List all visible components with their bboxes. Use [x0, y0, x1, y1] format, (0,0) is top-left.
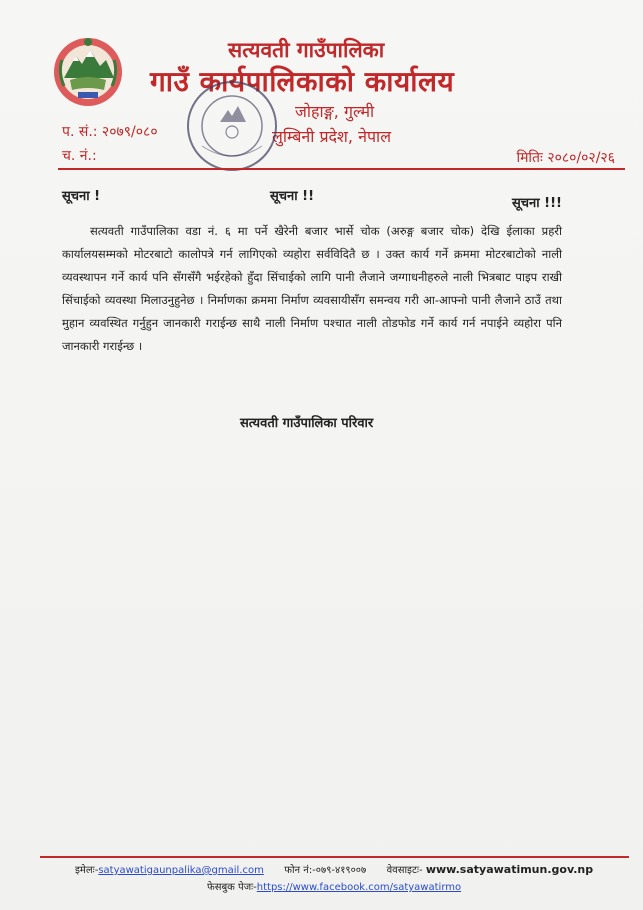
address-line-2: लुम्बिनी प्रदेश, नेपाल	[272, 127, 392, 146]
dispatch-number: च. नं.:	[62, 148, 97, 164]
email-label: इमेलः-	[75, 865, 99, 876]
footer-contact-line	[75, 862, 593, 876]
phone-number: फोन नं:-०७९-४१९००७	[284, 865, 367, 876]
official-stamp	[182, 76, 282, 176]
header-divider	[58, 168, 625, 170]
address-line-1: जोहाङ्ग, गुल्मी	[295, 102, 375, 121]
notice-body: सत्यवती गाउँपालिका वडा नं. ६ मा पर्ने खैरेनी बजार भार्से चोक (अरुङ्ग बजार चोक) देखि ईलाका प्रहरी कार्यालयसम्मको मोटरबाटो कालोपत्रे गर्न लागिएको व्यहोरा सर्वविदितै छ । उक्त कार्य गर्ने क्रममा मोटरबाटोको नाली व्यवस्थापन गर्ने कार्य पनि सँगसँगै भईरहेको हुँदा सिंचाईको लागि पानी लैजाने जग्गाधनीहरुले नाली भित्रबाट पाइप राखी सिंचाईको व्यवस्था मिलाउनुहुनेछ । निर्माणका क्रममा निर्माण व्यवसायीसँग समन्वय गरी आ-आफ्नो पानी लैजाने ठाउँ तथा मुहान व्यवस्थित गर्नुहुन जानकारी गराईन्छ साथै नाली निर्माण पश्चात नाली तोडफोड गर्ने कार्य गर्न नपाईने व्यहोरा पनि जानकारी गराईन्छ ।	[62, 224, 562, 353]
footer-facebook-line	[207, 879, 461, 893]
footer-divider	[40, 856, 629, 858]
letter-reference-number: प. सं.: २०७९/०८०	[62, 124, 158, 140]
office-name: गाउँ कार्यपालिकाको कार्यालय	[150, 65, 455, 98]
notice-heading-1: सूचना !	[62, 189, 101, 204]
website-link[interactable]: www.satyawatimun.gov.np	[425, 863, 594, 876]
nepal-emblem-logo	[48, 30, 128, 110]
signature-line: सत्यवती गाउँपालिका परिवार	[240, 416, 374, 431]
notice-heading-2: सूचना !!	[270, 189, 315, 204]
municipality-name: सत्यवती गाउँपालिका	[228, 37, 385, 62]
facebook-link[interactable]: https://www.facebook.com/satyawatirmo	[256, 882, 462, 893]
email-link[interactable]: satyawatigaunpalika@gmail.com	[98, 865, 264, 876]
website-label: वेवसाइटः-	[386, 865, 423, 876]
facebook-label: फेसबुक पेजः-	[207, 882, 257, 893]
letter-date: मितिः २०८०/०२/२६	[516, 150, 615, 166]
notice-heading-3: सूचना !!!	[512, 196, 562, 211]
